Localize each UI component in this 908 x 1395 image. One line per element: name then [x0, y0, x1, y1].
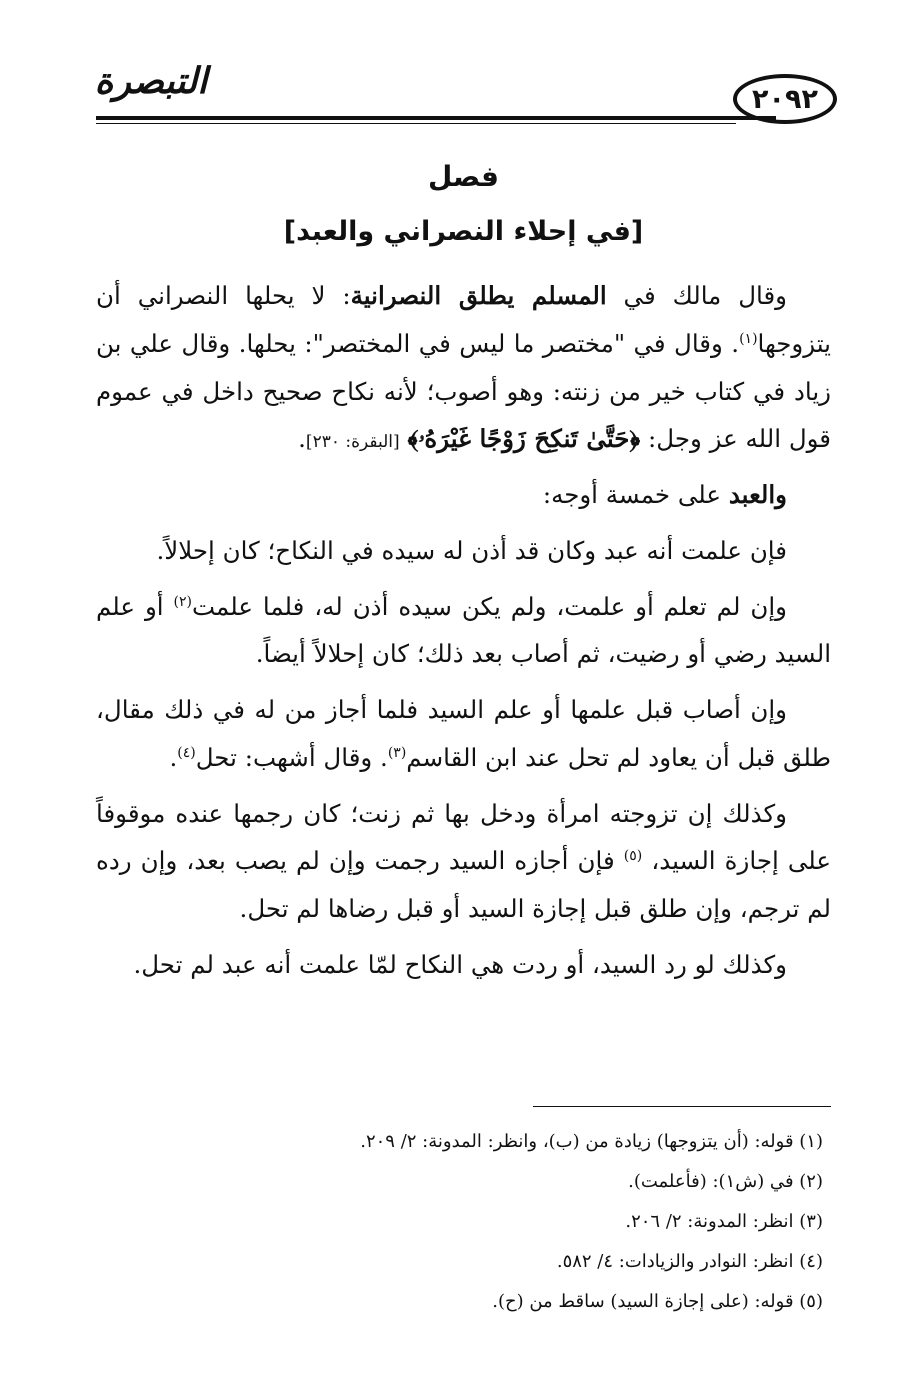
text-span: وكذلك إن تزوجته امرأة ودخل بها ثم زنت؛ كان رجمها عنده موقوفاً على إجازة السيد، — [96, 798, 831, 876]
paragraph — [96, 941, 831, 989]
chapter-title: فصل — [428, 160, 499, 193]
page-number: ٢٠٩٢ — [733, 74, 837, 124]
paragraph — [96, 527, 831, 575]
text-span: وقال مالك في — [606, 281, 788, 310]
text-span: فإن أجازه السيد رجمت وإن لم يصب بعد، وإن رده لم ترجم، وإن طلق قبل إجازة السيد أو قبل رضاها لم تحل. — [96, 846, 831, 924]
footnote-separator — [533, 1106, 831, 1107]
text-span: أو علم السيد رضي أو رضيت، ثم أصاب بعد ذلك؛ كان إحلالاً أيضاً. — [96, 591, 831, 669]
header-rule-thin — [96, 123, 736, 124]
paragraph — [96, 583, 831, 679]
text-span: . — [298, 424, 306, 454]
paragraph — [96, 686, 831, 782]
text-span: : لا يحلها النصراني أن يتزوجها — [96, 281, 831, 358]
text-span: . — [169, 742, 178, 772]
footnote-ref: (٤) — [177, 744, 196, 761]
paragraph — [96, 790, 831, 933]
quran-quote: ﴿حَتَّىٰ تَنكِحَ زَوْجًا غَيْرَهُۥ﴾ — [407, 424, 641, 454]
paragraph — [96, 272, 831, 463]
footnote-4: (٤) انظر: النوادر والزيادات: ٤/ ٥٨٢. — [556, 1251, 823, 1272]
paragraph — [96, 471, 831, 519]
section-title: [في إحلاء النصراني والعبد] — [283, 216, 644, 247]
page-header — [96, 52, 841, 132]
text-span: على خمسة أوجه: — [542, 480, 729, 510]
footnotes — [96, 1122, 831, 1322]
text-span: والعبد — [728, 480, 787, 510]
text-span: . وقال أشهب: تحل — [195, 742, 388, 772]
body-text — [96, 272, 831, 997]
footnote-5: (٥) قوله: (على إجازة السيد) ساقط من (ح). — [492, 1291, 823, 1312]
text-span: وكذلك لو رد السيد، أو ردت هي النكاح لمّا علمت أنه عبد لم تحل. — [133, 949, 787, 979]
text-span: وقال في "مختصر ما ليس في المختصر": يحلها. وقال علي بن زياد في كتاب خير من زنته: وهو أصوب؛ لأنه نكاح صحيح داخل في عموم قول الله عز وجل: — [96, 328, 831, 454]
footnote-ref: (٥) — [623, 848, 643, 865]
text-span: وإن لم تعلم أو علمت، ولم يكن سيده أذن له، فلما علمت — [192, 591, 787, 621]
text-span: فإن علمت أنه عبد وكان قد أذن له سيده في النكاح؛ كان إحلالاً. — [156, 535, 787, 565]
footnote-ref: (١) — [739, 330, 758, 347]
text-span: المسلم يطلق النصرانية — [350, 281, 607, 310]
footnote-ref: (٢) — [173, 593, 192, 610]
footnote-3: (٣) انظر: المدونة: ٢/ ٢٠٦. — [625, 1211, 823, 1232]
footnote-1: (١) قوله: (أن يتزوجها) زيادة من (ب)، وانظر: المدونة: ٢/ ٢٠٩. — [360, 1131, 823, 1152]
header-rule — [96, 116, 776, 120]
footnote-ref: (٣) — [387, 744, 407, 761]
book-title: التبصرة — [94, 60, 208, 102]
footnote-2: (٢) في (ش١): (فأعلمت). — [628, 1171, 823, 1192]
citation: [البقرة: ٢٣٠] — [305, 432, 400, 453]
text-span: وإن أصاب قبل علمها أو علم السيد فلما أجاز من له في ذلك مقال، طلق قبل أن يعاود لم تحل عند ابن القاسم — [96, 695, 831, 772]
text-span: . — [731, 328, 740, 358]
